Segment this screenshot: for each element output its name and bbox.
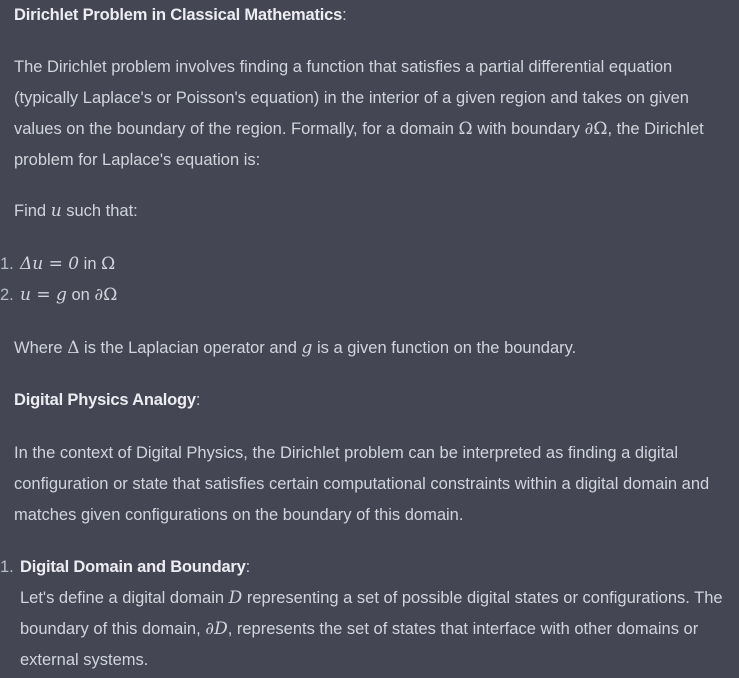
- equation-rhs: Ω: [101, 254, 116, 274]
- digital-physics-description: In the context of Digital Physics, the Dirichlet problem can be interpreted as finding a digital configuration or state that satisfies certain computational constraints within a digital domain and matches given configurations on the boundary of this domain.: [14, 444, 710, 524]
- boundary-symbol: ∂Ω: [584, 119, 608, 139]
- u-symbol: u: [50, 201, 62, 221]
- find-line: Find u such that:: [14, 201, 138, 221]
- equation-rhs: ∂Ω: [94, 285, 118, 305]
- section-dirichlet-classical: [14, 0, 731, 31]
- list-item: 1. Digital Domain and Boundary: Let's define a digital domain D representing a set of possible digital states or configurations. The boundary of this domain, ∂D, represents the set of states that interface with other domains or external systems.: [14, 552, 731, 676]
- list-item: 2. u = g on ∂Ω: [14, 280, 731, 311]
- list-number: 2.: [0, 286, 14, 304]
- where-line: Where Δ is the Laplacian operator and g is a given function on the boundary.: [14, 338, 577, 358]
- heading-colon: :: [195, 391, 201, 409]
- heading-colon: :: [342, 6, 347, 24]
- list-item: 1. Δu = 0 in Ω: [14, 249, 731, 280]
- list-number: 1.: [0, 255, 14, 273]
- section-digital-physics: [14, 385, 731, 416]
- boundary-D-symbol: ∂D: [205, 619, 228, 639]
- dirichlet-description: The Dirichlet problem involves finding a function that satisfies a partial differential equation (typically Laplace's or Poisson's equation) in the interior of a given region and takes on given values on the boundary of the region. Formally, for a domain Ω with boundary ∂Ω, the Dirichlet problem for Laplace's equation is:: [14, 58, 704, 169]
- delta-symbol: Δ: [67, 338, 80, 358]
- omega-symbol: Ω: [458, 119, 473, 139]
- list-number: 1.: [0, 558, 14, 576]
- section-heading: Dirichlet Problem in Classical Mathematics: [14, 6, 343, 24]
- digital-items-list: [0, 552, 731, 676]
- section-heading: Digital Physics Analogy: [14, 391, 196, 409]
- equation-lhs: Δu = 0: [20, 254, 80, 274]
- D-symbol: D: [228, 588, 243, 608]
- conditions-list: [0, 249, 731, 311]
- g-symbol: g: [301, 338, 313, 358]
- equation-lhs: u = g: [20, 285, 67, 305]
- item-title: Digital Domain and Boundary: [20, 558, 246, 576]
